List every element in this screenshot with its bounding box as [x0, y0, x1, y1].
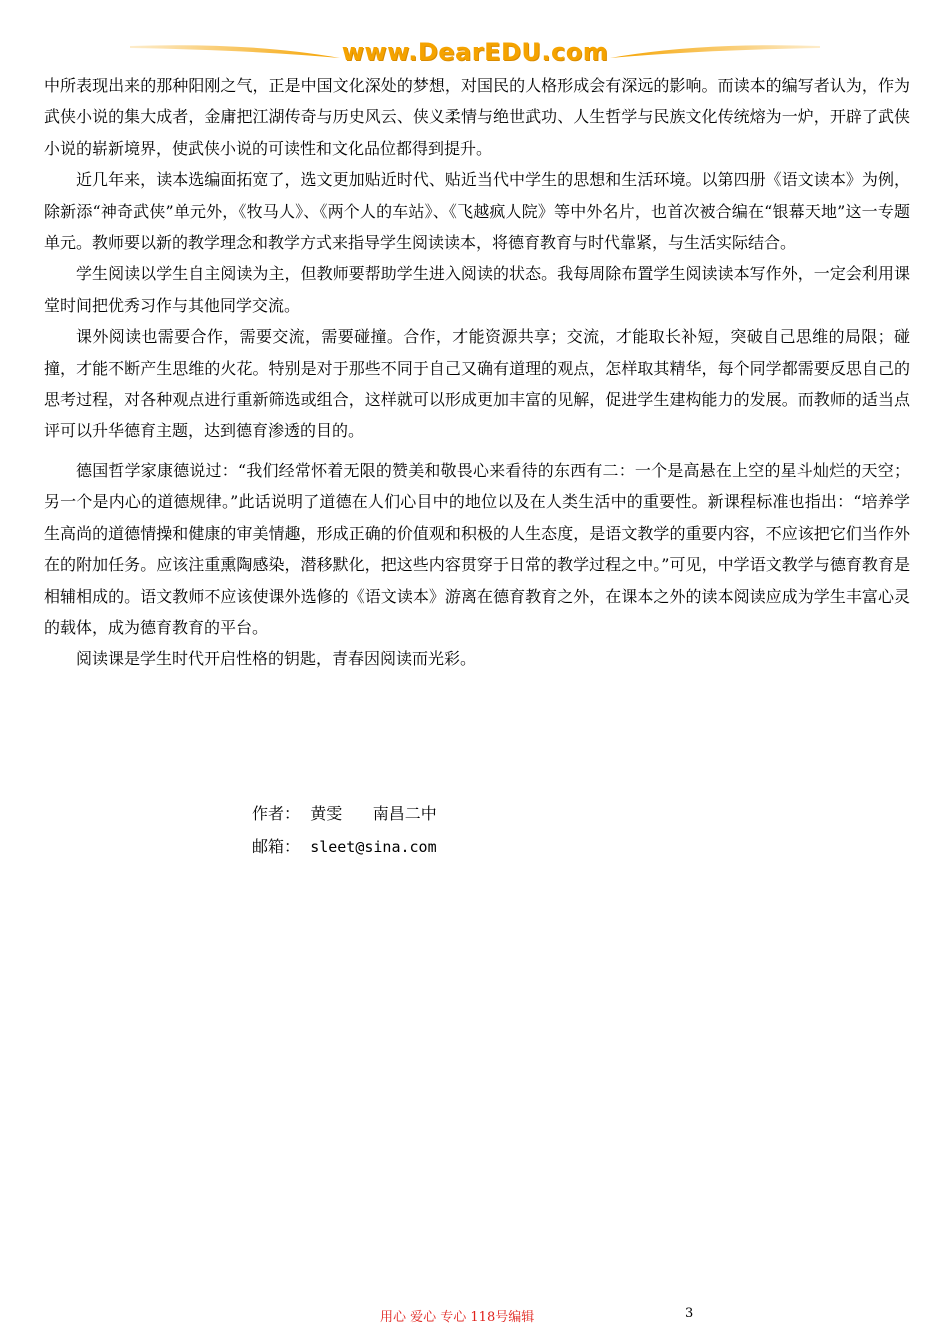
paragraph: 课外阅读也需要合作，需要交流，需要碰撞。合作，才能资源共享；交流，才能取长补短，突破自己思维的局限；碰撞，才能不断产生思维的火花。特别是对于那些不同于自己又确有道理的观点，怎样取其精华，每个同学都需要反思自己的思考过程，对各种观点进行重新筛选或组合，这样就可以形成更加丰富的见解，促进学生建构能力的发展。而教师的适当点评可以升华德育主题，达到德育渗透的目的。	[44, 327, 910, 441]
paragraph: 学生阅读以学生自主阅读为主，但教师要帮助学生进入阅读的状态。我每周除布置学生阅读读本写作外，一定会利用课堂时间把优秀习作与其他同学交流。	[44, 264, 910, 315]
email-address: sleet@sina.com	[310, 838, 437, 856]
author-row	[252, 797, 437, 830]
email-label: 邮箱：	[252, 837, 301, 856]
site-url: www.DearEDU.com	[341, 38, 609, 66]
paragraph: 阅读课是学生时代开启性格的钥匙，青春因阅读而光彩。	[76, 649, 477, 669]
author-school: 南昌二中	[372, 804, 437, 823]
signature-block	[252, 797, 437, 864]
paragraph: 德国哲学家康德说过：“我们经常怀着无限的赞美和敬畏心来看待的东西有二：一个是高悬在上空的星斗灿烂的天空；另一个是内心的道德规律。”此话说明了道德在人们心目中的地位以及在人类生活中的重要性。新课程标准也指出：“培养学生高尚的道德情操和健康的审美情趣，形成正确的价值观和积极的人生态度，是语文教学的重要内容，不应该把它们当作外在的附加任务。应该注重熏陶感染，潜移默化，把这些内容贯穿于日常的教学过程之中。”可见，中学语文教学与德育教育是相辅相成的。语文教师不应该使课外选修的《语文读本》游离在德育教育之外，在课本之外的读本阅读应成为学生丰富心灵的载体，成为德育教育的平台。	[44, 460, 910, 637]
article-body	[44, 70, 910, 675]
footer-slogan: 用心 爱心 专心 118号编辑	[380, 1310, 535, 1325]
email-row	[252, 830, 437, 864]
paragraph: 近几年来，读本选编面拓宽了，选文更加贴近时代、贴近当代中学生的思想和生活环境。以第四册《语文读本》为例，除新添“神奇武侠”单元外，《牧马人》、《两个人的车站》、《飞越疯人院》等中外名片，也首次被合编在“银幕天地”这一专题单元。教师要以新的教学理念和教学方式来指导学生阅读读本，将德育教育与时代靠紧，与生活实际结合。	[44, 170, 910, 253]
page-number: 3	[685, 1306, 694, 1321]
header-banner	[130, 36, 820, 72]
author-label: 作者：	[252, 804, 301, 823]
author-name: 黄雯	[310, 804, 343, 823]
paragraph: 中所表现出来的那种阳刚之气，正是中国文化深处的梦想，对国民的人格形成会有深远的影响。而读本的编写者认为，作为武侠小说的集大成者，金庸把江湖传奇与历史风云、侠义柔情与绝世武功、人生哲学与民族文化传统熔为一炉，开辟了武侠小说的崭新境界，使武侠小说的可读性和文化品位都得到提升。	[44, 76, 910, 158]
